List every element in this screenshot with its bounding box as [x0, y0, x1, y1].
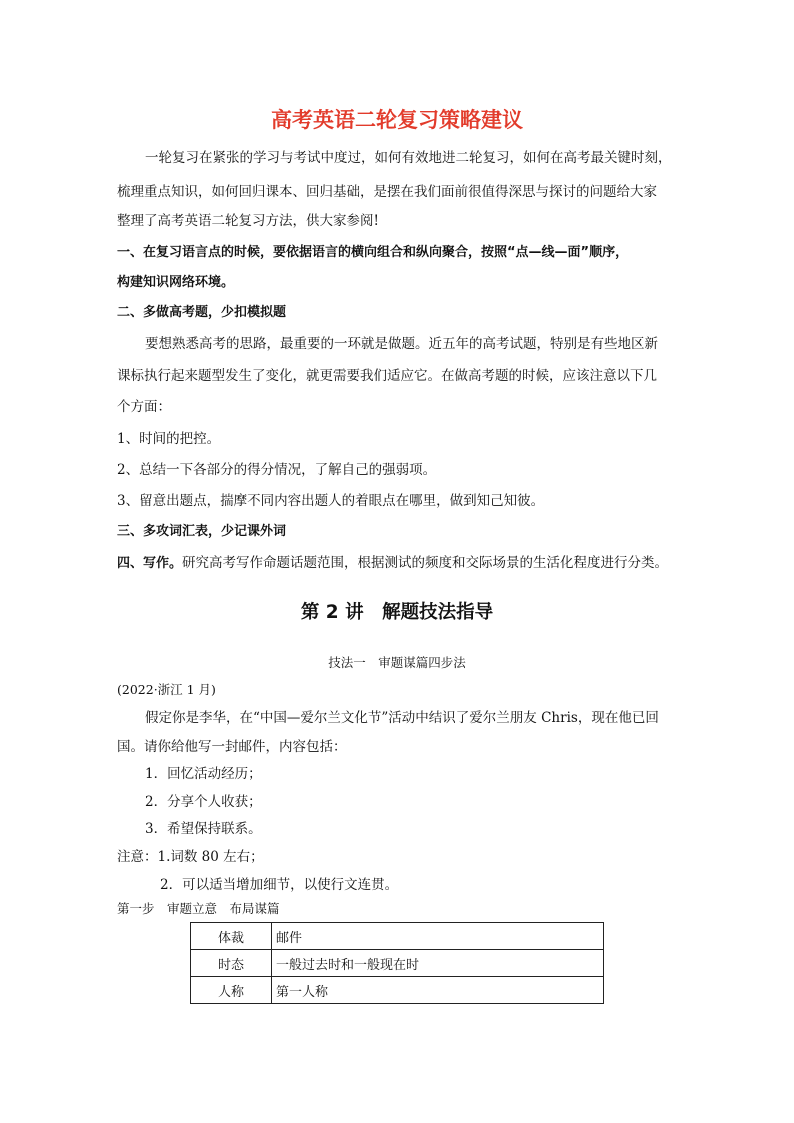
table-cell-value: 一般过去时和一般现在时 — [272, 950, 604, 977]
lecture-subtitle: 技法一 审题谋篇四步法 — [328, 655, 466, 670]
note-line-2: 2．可以适当增加细节，以使行文连贯。 — [160, 877, 399, 893]
section1-line-1: 一、在复习语言点的时候，要依据语言的横向组合和纵向聚合，按照“点—线—面”顺序， — [117, 245, 629, 260]
table-cell-value: 第一人称 — [272, 977, 604, 1004]
list-item: 2．分享个人收获； — [145, 794, 262, 810]
step-heading: 第一步 审题立意 布局谋篇 — [117, 901, 280, 916]
prompt-line-2: 国。请你给他写一封邮件，内容包括： — [117, 739, 347, 755]
list-item: 2、总结一下各部分的得分情况，了解自己的强弱项。 — [117, 462, 437, 478]
question-source: (2022·浙江 1 月) — [117, 682, 216, 697]
list-item: 1、时间的把控。 — [117, 431, 221, 447]
page-title: 高考英语二轮复习策略建议 — [271, 108, 523, 132]
table-row — [191, 977, 604, 1004]
section4-heading: 四、写作。 — [117, 556, 183, 571]
analysis-table — [190, 922, 604, 1004]
section4-text: 研究高考写作命题话题范围，根据测试的频度和交际场景的生活化程度进行分类。 — [182, 555, 669, 571]
table-cell-value: 邮件 — [272, 923, 604, 950]
intro-line-2: 梳理重点知识，如何回归课本、回归基础，是摆在我们面前很值得深思与探讨的问题给大家 — [117, 184, 657, 200]
list-item: 3、留意出题点，揣摩不同内容出题人的着眼点在哪里，做到知己知彼。 — [117, 493, 545, 509]
section1-line-2: 构建知识网络环境。 — [117, 275, 235, 290]
prompt-line-1: 假定你是李华，在“中国—爱尔兰文化节”活动中结识了爱尔兰朋友 Chris，现在他已回 — [145, 710, 659, 726]
table-cell-label: 体裁 — [191, 923, 272, 950]
table-cell-label: 人称 — [191, 977, 272, 1004]
section2-line-1: 要想熟悉高考的思路，最重要的一环就是做题。近五年的高考试题，特别是有些地区新 — [145, 336, 658, 352]
list-item: 3．希望保持联系。 — [145, 821, 262, 837]
section2-heading: 二、多做高考题，少扣模拟题 — [117, 305, 287, 320]
note-line-1: 注意：1.词数 80 左右； — [117, 849, 264, 865]
section2-line-3: 个方面： — [117, 399, 171, 415]
intro-line-3: 整理了高考英语二轮复习方法，供大家参阅! — [117, 213, 379, 229]
table-cell-label: 时态 — [191, 950, 272, 977]
section4-line — [117, 551, 668, 571]
intro-line-1: 一轮复习在紧张的学习与考试中度过，如何有效地进二轮复习，如何在高考最关键时刻， — [145, 150, 672, 166]
section3-heading: 三、多攻词汇表，少记课外词 — [117, 524, 287, 539]
section2-line-2: 课标执行起来题型发生了变化，就更需要我们适应它。在做高考题的时候，应该注意以下几 — [117, 368, 657, 384]
lecture-title: 第 2 讲 解题技法指导 — [300, 602, 494, 623]
table-row — [191, 923, 604, 950]
list-item: 1．回忆活动经历； — [145, 766, 262, 782]
table-row — [191, 950, 604, 977]
